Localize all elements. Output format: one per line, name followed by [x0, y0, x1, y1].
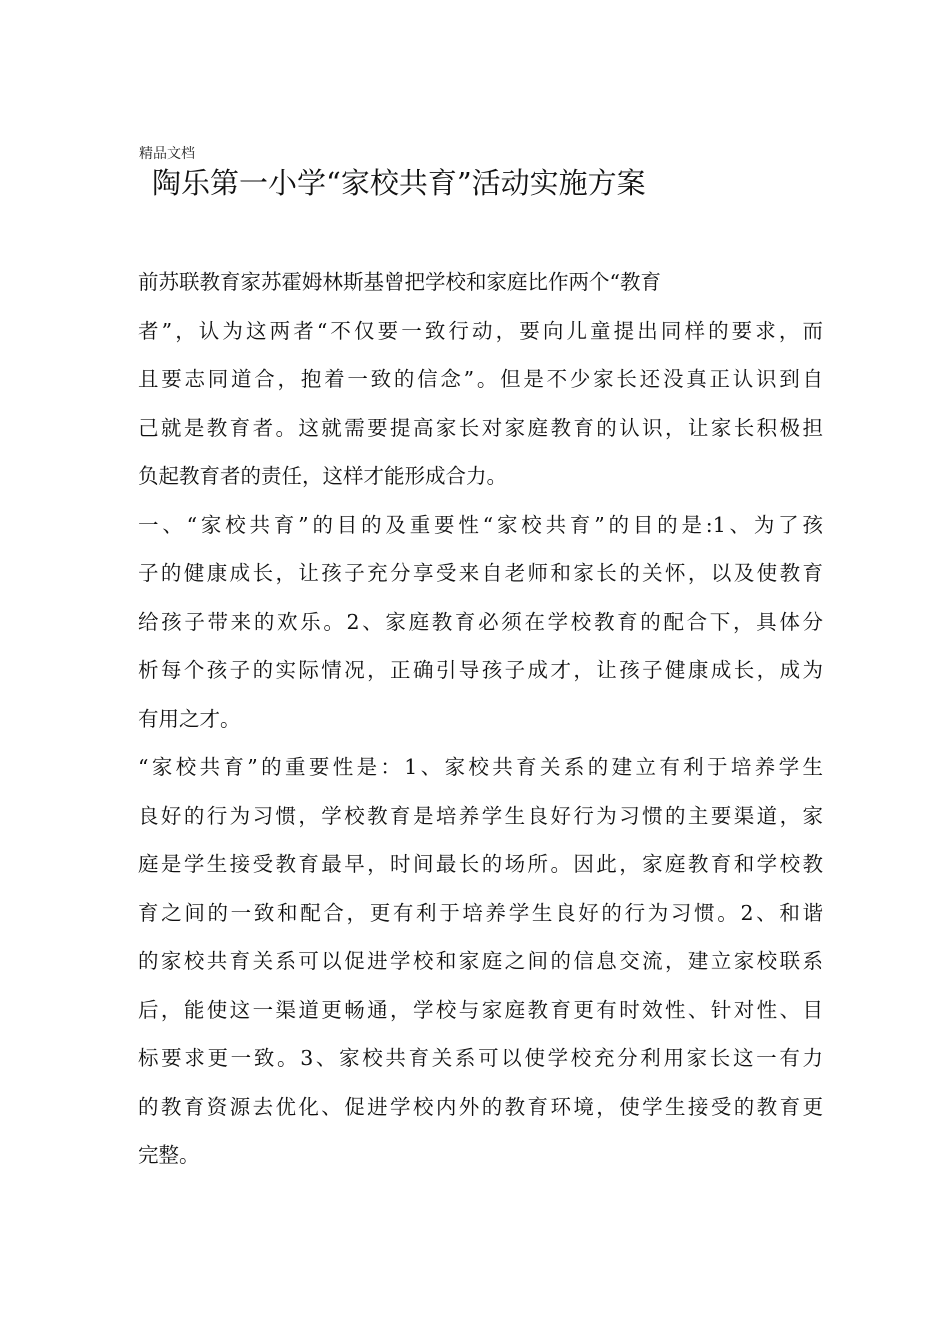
body-line: 己就是教育者。这就需要提高家长对家庭教育的认识，让家长积极担 — [138, 415, 823, 440]
body-line: 一、“家校共育”的目的及重要性“家校共育”的目的是:1、为了孩 — [138, 512, 823, 537]
body-line: 且要志同道合，抱着一致的信念”。但是不少家长还没真正认识到自 — [138, 367, 823, 391]
body-line: 子的健康成长，让孩子充分享受来自老师和家长的关怀，以及使教育 — [138, 561, 823, 585]
header-note: 精品文档 — [139, 146, 195, 162]
document-title: 陶乐第一小学“家校共育”活动实施方案 — [152, 166, 646, 200]
body-line: 者”，认为这两者“不仅要一致行动，要向儿童提出同样的要求，而 — [138, 318, 823, 343]
body-line: “家校共育”的重要性是：1、家校共育关系的建立有利于培养学生 — [138, 755, 823, 779]
body-line: 前苏联教育家苏霍姆林斯基曾把学校和家庭比作两个“教育 — [138, 270, 661, 294]
body-line: 良好的行为习惯，学校教育是培养学生良好行为习惯的主要渠道，家 — [138, 803, 823, 828]
body-line: 的家校共育关系可以促进学校和家庭之间的信息交流，建立家校联系 — [138, 949, 823, 973]
body-line: 完整。 — [138, 1143, 200, 1167]
body-line: 的教育资源去优化、促进学校内外的教育环境，使学生接受的教育更 — [138, 1094, 823, 1119]
body-line: 后，能使这一渠道更畅通，学校与家庭教育更有时效性、针对性、目 — [138, 997, 823, 1022]
body-line: 标要求更一致。3、家校共育关系可以使学校充分利用家长这一有力 — [138, 1046, 823, 1070]
body-line: 有用之才。 — [138, 706, 241, 731]
body-line: 庭是学生接受教育最早，时间最长的场所。因此，家庭教育和学校教 — [138, 852, 823, 876]
body-line: 给孩子带来的欢乐。2、家庭教育必须在学校教育的配合下，具体分 — [138, 609, 823, 634]
body-line: 育之间的一致和配合，更有利于培养学生良好的行为习惯。2、和谐 — [138, 900, 823, 925]
body-line: 析每个孩子的实际情况，正确引导孩子成才，让孩子健康成长，成为 — [138, 658, 823, 682]
document-body — [138, 263, 823, 1185]
body-line: 负起教育者的责任，这样才能形成合力。 — [138, 464, 507, 488]
